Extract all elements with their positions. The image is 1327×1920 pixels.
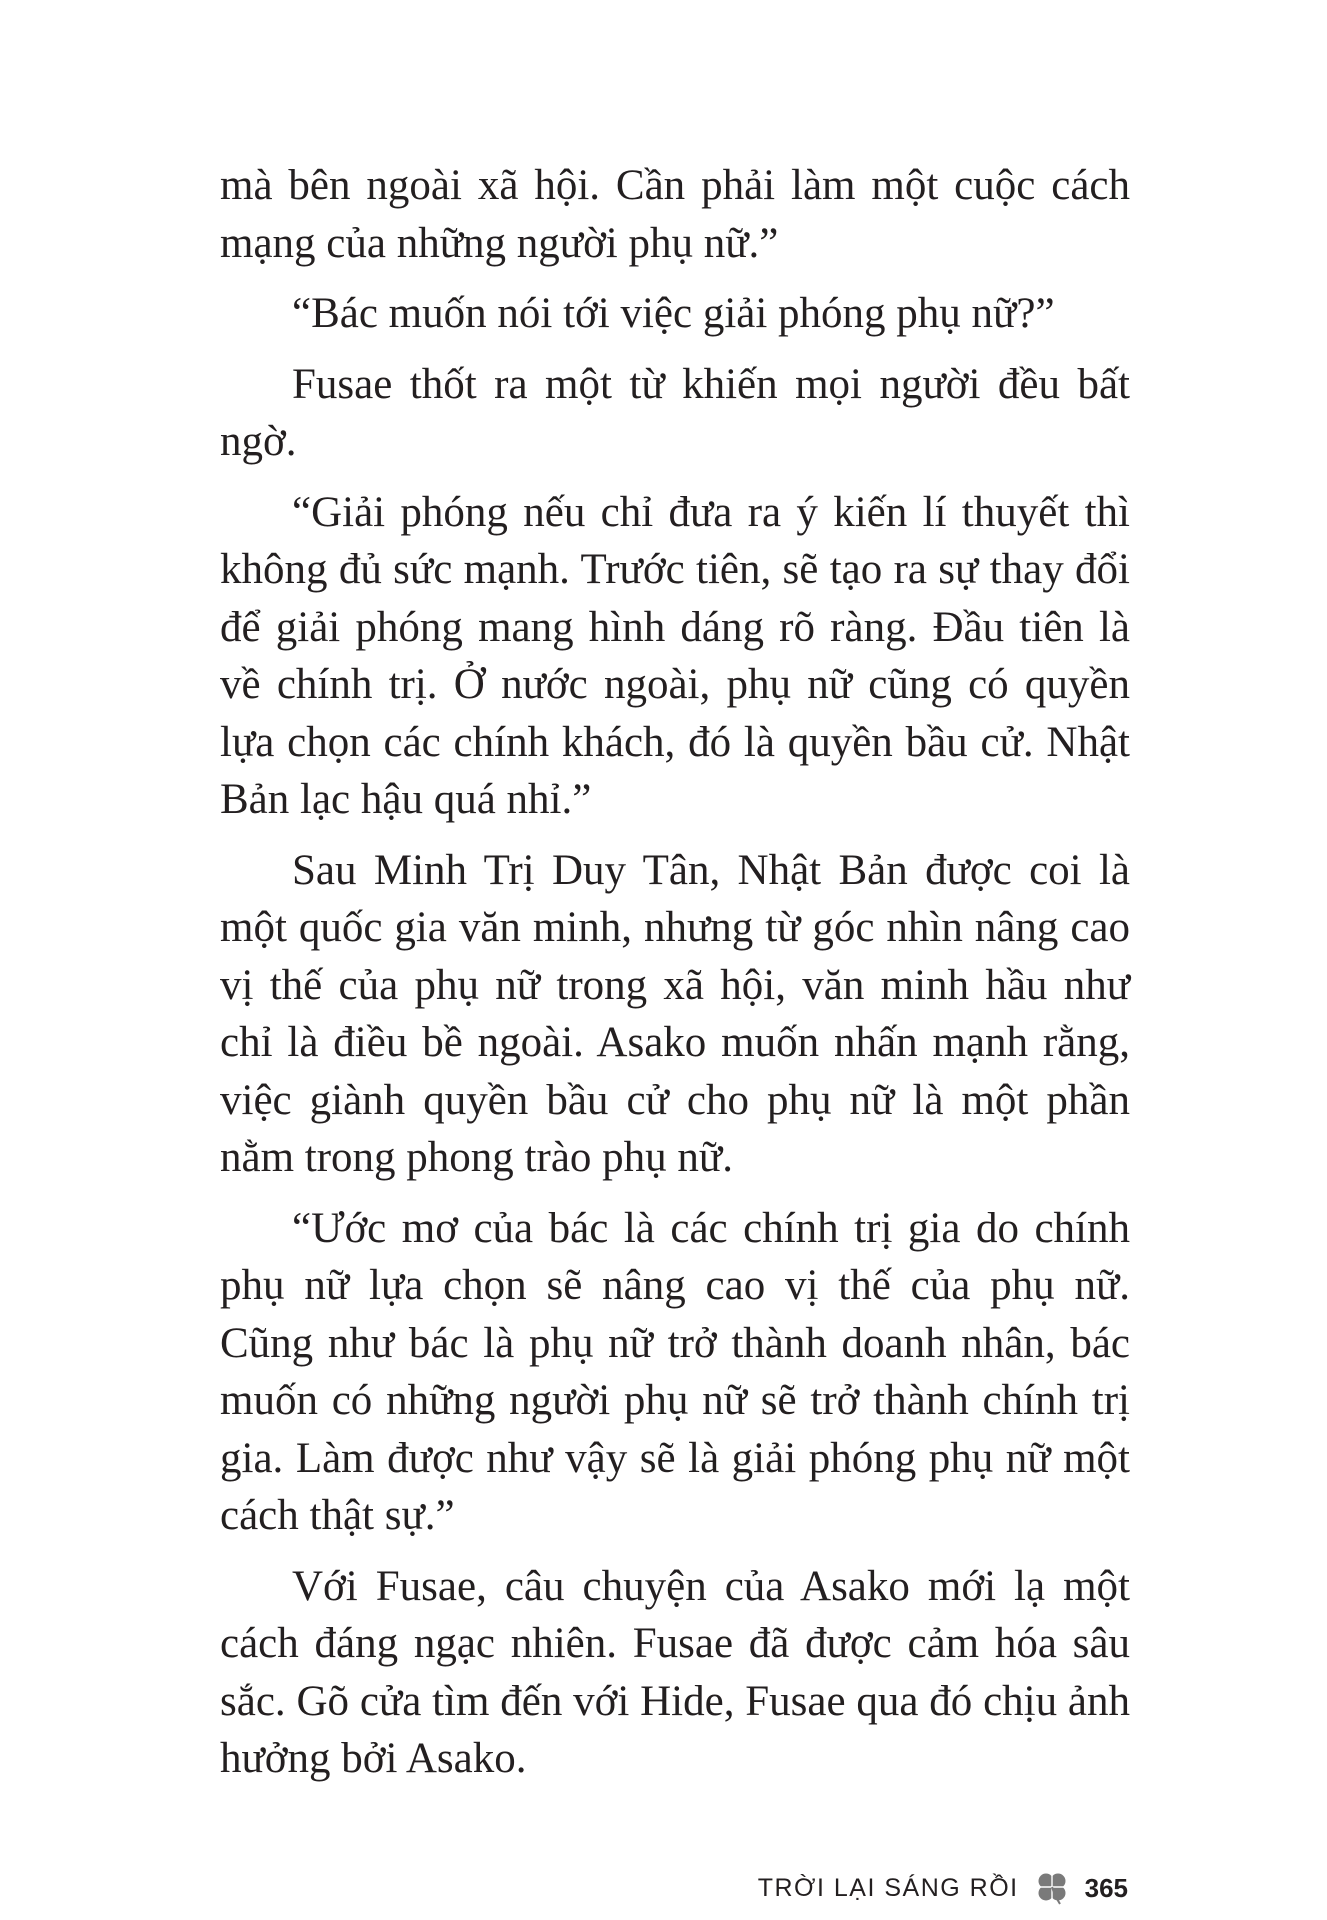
paragraph-dialogue-dream: “Ước mơ của bác là các chính trị gia do chính phụ nữ lựa chọn sẽ nâng cao vị thế của phụ nữ. Cũng như bác là phụ nữ trở thành doanh nhân, bác muốn có những người phụ nữ sẽ trở thành chính trị gia. Làm được như vậy sẽ là giải phóng phụ nữ một cách thật sự.” xyxy=(220,1204,1130,1539)
page-number: 365 xyxy=(1084,1872,1128,1903)
body-text xyxy=(220,157,1130,1801)
paragraph-meiji-narration: Sau Minh Trị Duy Tân, Nhật Bản được coi là một quốc gia văn minh, nhưng từ góc nhìn nâng cao vị thế của phụ nữ trong xã hội, văn minh hầu như chỉ là điều bề ngoài. Asako muốn nhấn mạnh rằng, việc giành quyền bầu cử cho phụ nữ là một phần nằm trong phong trào phụ nữ. xyxy=(220,846,1130,1181)
page-footer xyxy=(758,1868,1128,1908)
clover-icon xyxy=(1033,1869,1071,1907)
paragraph-fusae-reaction: Fusae thốt ra một từ khiến mọi người đều bất ngờ. xyxy=(220,360,1130,465)
paragraph-dialogue-liberation: “Giải phóng nếu chỉ đưa ra ý kiến lí thuyết thì không đủ sức mạnh. Trước tiên, sẽ tạo ra sự thay đổi để giải phóng mang hình dáng rõ ràng. Đầu tiên là về chính trị. Ở nước ngoài, phụ nữ cũng có quyền lựa chọn các chính khách, đó là quyền bầu cử. Nhật Bản lạc hậu quá nhỉ.” xyxy=(220,488,1130,823)
paragraph-continuation: mà bên ngoài xã hội. Cần phải làm một cuộc cách mạng của những người phụ nữ.” xyxy=(220,162,1130,267)
paragraph-fusae-influence: Với Fusae, câu chuyện của Asako mới lạ một cách đáng ngạc nhiên. Fusae đã được cảm hóa sâu sắc. Gõ cửa tìm đến với Hide, Fusae qua đó chịu ảnh hưởng bởi Asako. xyxy=(220,1562,1130,1782)
running-title: TRỜI LẠI SÁNG RỒI xyxy=(757,1873,1019,1902)
paragraph-dialogue-question: “Bác muốn nói tới việc giải phóng phụ nữ?” xyxy=(292,290,1055,337)
